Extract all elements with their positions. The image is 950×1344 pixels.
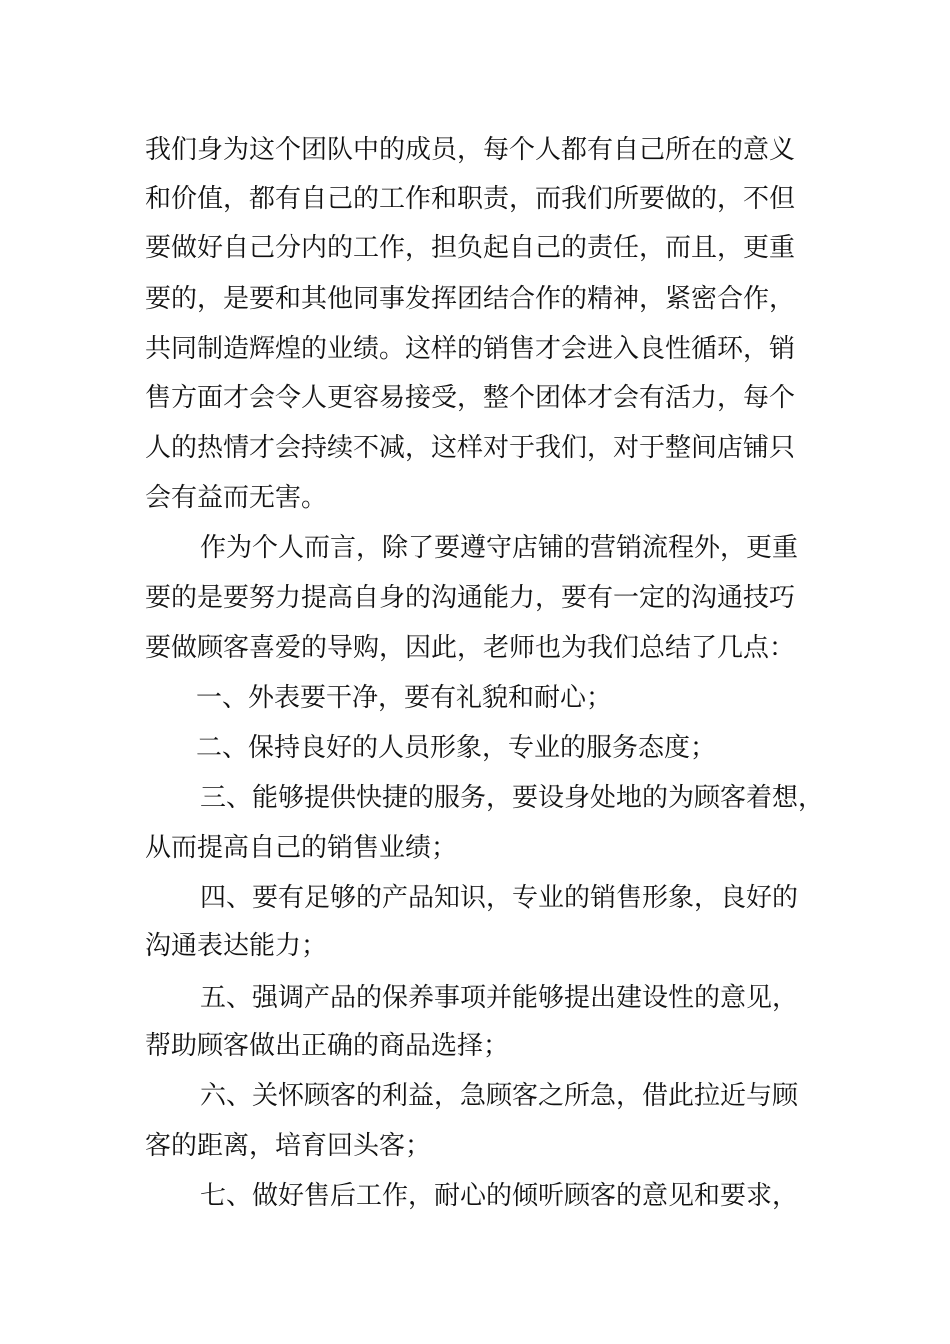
text-line: 要的，是要和其他同事发挥团结合作的精神，紧密合作， bbox=[145, 284, 796, 314]
text-line: 会有益而无害。 bbox=[145, 483, 328, 513]
text-line: 五、强调产品的保养事项并能够提出建设性的意见， bbox=[200, 983, 799, 1013]
text-line: 作为个人而言，除了要遵守店铺的营销流程外，更重 bbox=[200, 533, 799, 563]
text-line: 三、能够提供快捷的服务，要设身处地的为顾客着想， bbox=[200, 783, 825, 813]
text-line: 七、做好售后工作，耐心的倾听顾客的意见和要求， bbox=[200, 1181, 799, 1211]
text-line: 要做好自己分内的工作，担负起自己的责任，而且，更重 bbox=[145, 233, 796, 263]
text-line: 人的热情才会持续不减，这样对于我们，对于整间店铺只 bbox=[145, 433, 796, 463]
text-line: 帮助顾客做出正确的商品选择； bbox=[145, 1031, 510, 1061]
text-line: 客的距离，培育回头客； bbox=[145, 1131, 432, 1161]
text-line: 我们身为这个团队中的成员，每个人都有自己所在的意义 bbox=[145, 135, 796, 165]
text-line: 要的是要努力提高自身的沟通能力，要有一定的沟通技巧 bbox=[145, 583, 796, 613]
text-line: 四、要有足够的产品知识，专业的销售形象，良好的 bbox=[200, 883, 799, 913]
text-line: 要做顾客喜爱的导购，因此，老师也为我们总结了几点： bbox=[145, 633, 796, 663]
text-line: 和价值，都有自己的工作和职责，而我们所要做的，不但 bbox=[145, 184, 796, 214]
text-line: 从而提高自己的销售业绩； bbox=[145, 833, 458, 863]
text-line: 二、保持良好的人员形象，专业的服务态度； bbox=[196, 733, 717, 763]
text-line: 售方面才会令人更容易接受，整个团体才会有活力，每个 bbox=[145, 383, 796, 413]
text-line: 六、关怀顾客的利益，急顾客之所急，借此拉近与顾 bbox=[200, 1081, 799, 1111]
text-line: 一、外表要干净，要有礼貌和耐心； bbox=[196, 683, 613, 713]
text-line: 沟通表达能力； bbox=[145, 931, 328, 961]
text-line: 共同制造辉煌的业绩。这样的销售才会进入良性循环，销 bbox=[145, 334, 796, 364]
